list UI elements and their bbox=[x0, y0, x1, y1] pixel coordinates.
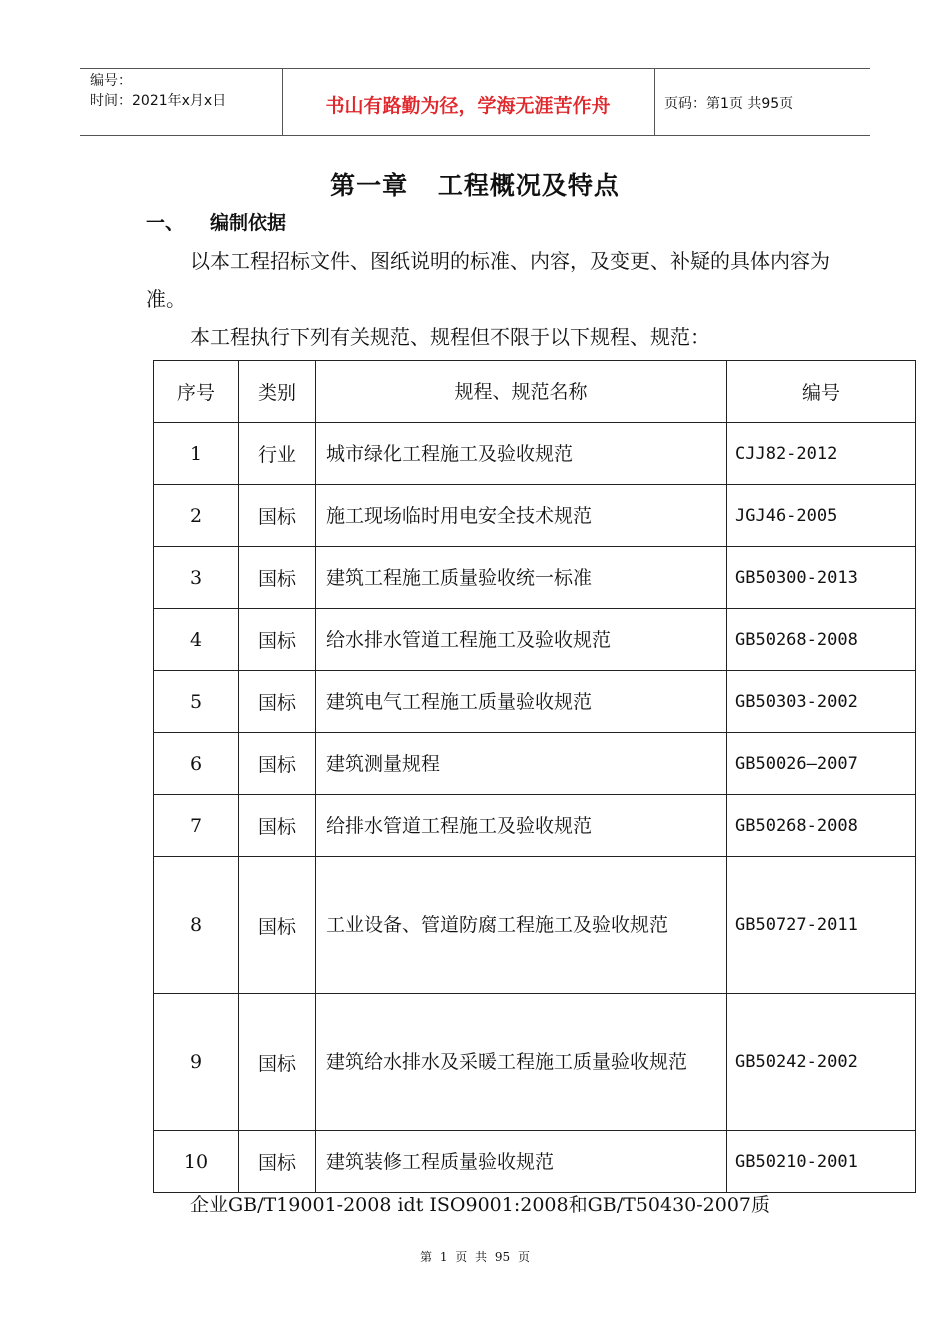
header-page-info: 页码：第1页 共95页 bbox=[664, 96, 794, 112]
cell-name: 施工现场临时用电安全技术规范 bbox=[316, 485, 727, 547]
cell-code: GB50303-2002 bbox=[727, 671, 916, 733]
cell-no: 2 bbox=[154, 485, 239, 547]
cell-name: 建筑装修工程质量验收规范 bbox=[316, 1131, 727, 1193]
cell-category: 国标 bbox=[239, 733, 316, 795]
cell-category: 国标 bbox=[239, 795, 316, 857]
cell-category: 国标 bbox=[239, 994, 316, 1131]
table-row bbox=[154, 609, 916, 671]
cell-name: 给排水管道工程施工及验收规范 bbox=[316, 795, 727, 857]
table-header-row bbox=[154, 361, 916, 423]
cell-category: 行业 bbox=[239, 423, 316, 485]
table-row bbox=[154, 671, 916, 733]
header-divider bbox=[654, 69, 655, 135]
cell-category: 国标 bbox=[239, 485, 316, 547]
cell-name: 建筑工程施工质量验收统一标准 bbox=[316, 547, 727, 609]
cell-code: GB50242-2002 bbox=[727, 994, 916, 1131]
cell-no: 10 bbox=[154, 1131, 239, 1193]
cell-no: 8 bbox=[154, 857, 239, 994]
cell-category: 国标 bbox=[239, 547, 316, 609]
cell-code: GB50268-2008 bbox=[727, 609, 916, 671]
table-row bbox=[154, 423, 916, 485]
cell-code: GB50300-2013 bbox=[727, 547, 916, 609]
standards-table bbox=[153, 360, 916, 1193]
cell-name: 建筑测量规程 bbox=[316, 733, 727, 795]
table-row bbox=[154, 994, 916, 1131]
header-meta bbox=[90, 71, 226, 111]
cell-name: 建筑给水排水及采暖工程施工质量验收规范 bbox=[316, 994, 727, 1131]
cell-name: 城市绿化工程施工及验收规范 bbox=[316, 423, 727, 485]
number-label: 编号： bbox=[90, 73, 132, 89]
section-heading bbox=[146, 208, 286, 235]
cell-code: GB50210-2001 bbox=[727, 1131, 916, 1193]
cell-no: 5 bbox=[154, 671, 239, 733]
cell-code: CJJ82-2012 bbox=[727, 423, 916, 485]
chapter-title: 第一章 工程概况及特点 bbox=[330, 171, 620, 200]
cell-no: 7 bbox=[154, 795, 239, 857]
paragraph-basis: 以本工程招标文件、图纸说明的标准、内容，及变更、补疑的具体内容为准。 bbox=[146, 249, 830, 311]
table-row bbox=[154, 485, 916, 547]
cell-code: GB50268-2008 bbox=[727, 795, 916, 857]
cell-code: GB50026—2007 bbox=[727, 733, 916, 795]
cell-category: 国标 bbox=[239, 857, 316, 994]
cell-category: 国标 bbox=[239, 1131, 316, 1193]
cell-name: 工业设备、管道防腐工程施工及验收规范 bbox=[316, 857, 727, 994]
table-row bbox=[154, 795, 916, 857]
cell-code: GB50727-2011 bbox=[727, 857, 916, 994]
table-row bbox=[154, 1131, 916, 1193]
section-title: 编制依据 bbox=[210, 212, 287, 234]
cell-no: 3 bbox=[154, 547, 239, 609]
cell-code: JGJ46-2005 bbox=[727, 485, 916, 547]
header-motto: 书山有路勤为径，学海无涯苦作舟 bbox=[325, 95, 611, 117]
section-number: 一、 bbox=[146, 212, 185, 234]
cell-no: 9 bbox=[154, 994, 239, 1131]
column-header-code: 编号 bbox=[727, 361, 916, 423]
table-row bbox=[154, 857, 916, 994]
cell-no: 1 bbox=[154, 423, 239, 485]
time-label: 时间：2021年x月x日 bbox=[90, 93, 227, 109]
column-header-no: 序号 bbox=[154, 361, 239, 423]
page-footer: 第 1 页 共 95 页 bbox=[420, 1250, 530, 1264]
table-row bbox=[154, 547, 916, 609]
cell-name: 建筑电气工程施工质量验收规范 bbox=[316, 671, 727, 733]
document-header bbox=[80, 68, 870, 136]
cell-no: 6 bbox=[154, 733, 239, 795]
cell-category: 国标 bbox=[239, 671, 316, 733]
table-row bbox=[154, 733, 916, 795]
cell-name: 给水排水管道工程施工及验收规范 bbox=[316, 609, 727, 671]
paragraph-standards-intro: 本工程执行下列有关规范、规程但不限于以下规程、规范： bbox=[190, 325, 710, 349]
column-header-name: 规程、规范名称 bbox=[316, 361, 727, 423]
column-header-category: 类别 bbox=[239, 361, 316, 423]
trailing-paragraph: 企业GB/T19001-2008 idt ISO9001:2008和GB/T50430-2007质 bbox=[190, 1194, 771, 1216]
cell-no: 4 bbox=[154, 609, 239, 671]
cell-category: 国标 bbox=[239, 609, 316, 671]
